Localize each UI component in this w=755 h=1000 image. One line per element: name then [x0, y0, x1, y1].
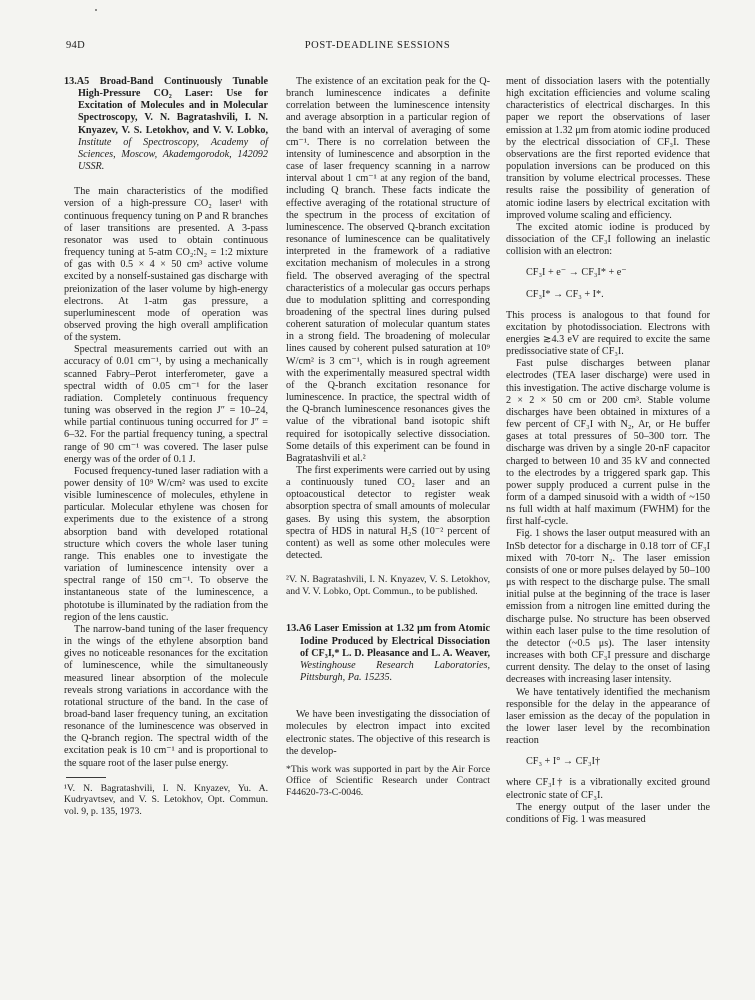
paragraph: The existence of an excitation peak for the Q-branch luminescence indicates a definite correlation between the luminescence intensity and average absorption in a particular region of the band with an interval of averaging of some cm⁻¹. There is no correlation between the intensity of luminescence and absorption in the case of laser frequency scanning in a narrow interval about 1 cm⁻¹ at any region of the band, including Q branch. These facts indicate the effective averaging of the rotational structure of the spectrum in the process of excitation of luminescence. The observed Q-branch excitation resonance of luminescence can be qualitatively interpreted in the framework of a radiative excitation mechanism of molecules in a strong field. The observed averaging of the spectral characteristics of a molecular gas occurs perhaps due to modulation splitting and corresponding broadening of the spectral lines during pulsed coherent saturation of molecular quantum states in a strong field. The broadening of molecular lines caused by coherent pulsed saturation at 10⁹ W/cm² is 3 cm⁻¹, which is in rough agreement with the experimentally measured spectral width of the Q-branch excitation resonance for luminescence. In practice, the spectral width of the Q-branch luminescence resonances gives the value of the vibrational band isotopic shift required for isotopically selective dissociation. Some details of this experiment can be found in Bagratashvili et al.²: [286, 76, 490, 464]
heading-13a6-authors: L. D. Pleasance and L. A. Weaver,: [342, 647, 490, 659]
spacer: [286, 697, 490, 709]
column-middle: [286, 76, 490, 799]
paragraph: We have been investigating the dissociation of molecules by electron impact into excited electronic states. The objective of this research is the develop-: [286, 709, 490, 757]
footnote-1: ¹V. N. Bagratashvili, I. N. Knyazev, Yu. A. Kudryavtsev, and V. S. Letokhov, Opt. Commun. vol. 9, p. 135, 1973.: [64, 782, 268, 817]
abstract-heading-13a5: [64, 76, 268, 173]
paragraph: The excited atomic iodine is produced by dissociation of the CF₃I following an inelastic collision with an electron:: [506, 221, 710, 258]
equation-dissociation-1: CF₃I + e⁻ → CF₃I* + e⁻: [526, 267, 627, 279]
heading-13a5-authors: V. N. Bagratashvili, I. N. Knyazev, V. S. Letokhov, and V. V. Lobko,: [78, 112, 268, 136]
paragraph: This process is analogous to that found for excitation by photodissociation. Electrons with energies ≳4.3 eV are required to excite the same predissociative state of CF₃I.: [506, 309, 710, 358]
footnote-star: *This work was supported in part by the Air Force Office of Scientific Research under Contract F44620-73-C-0046.: [286, 763, 490, 799]
heading-13a5-title: 13.A5 Broad-Band Continuously Tunable High-Pressure CO₂ Laser: Use for Excitation of Molecules and in Molecular Spectroscopy,: [64, 76, 268, 124]
heading-13a6-affiliation: Westinghouse Research Laboratories, Pittsburgh, Pa. 15235.: [300, 659, 490, 684]
abstract-heading-13a6: [286, 623, 490, 684]
paragraph: Fig. 1 shows the laser output measured with an InSb detector for a discharge in 0.18 torr of CF₃I mixed with 70-torr N₂. The laser emission consists of one or more pulses delayed by 50–100 μs with respect to the discharge pulse. The small initial pulse at the beginning of the trace is laser emission from a nitrogen line emitted during the discharge pulse. No structure has been observed within each laser pulse to the time resolution of the detector (~0.5 μs). The laser intensity increases with both CF₃I pressure and discharge current density. The delay to the onset of lasing decreases with increasing laser intensity.: [506, 528, 710, 686]
paragraph: The main characteristics of the modified version of a high-pressure CO₂ laser¹ with continuous frequency tuning on P and R branches of laser transitions are presented. A 3-pass resonator was used to obtain continuous frequency tuning at 5-atm CO₂:N₂ = 1:2 mixture of gas with 0.5 × 4 × 50 cm³ active volume excited by a nonself-sustained gas discharge with preionization of the laser volume by high-energy electrons. At 1-atm gas pressure, a superluminescent mode of operation was observed proving the high overall amplification of the system.: [64, 186, 268, 344]
paragraph: Fast pulse discharges between planar electrodes (TEA laser discharge) were used in this investigation. The active discharge volume is 2 × 2 × 50 cm or 200 cm³. Stable volume discharges have been obtained in mixtures of a few percent of CF₃I with N₂, Ar, or He buffer gases at total pressures of 50–300 torr. The discharge was driven by a single 20-nF capacitor charged to between 10 and 35 kV and connected to the electrodes by a triggered spark gap. This power supply produced a current pulse in the form of a damped sinusoid with a width of ~150 ns full width at half maximum (FWHM) for the first half-cycle.: [506, 358, 710, 528]
paragraph: The first experiments were carried out by using a continuously tuned CO₂ laser and an optoacoustical detector to register weak absorption spectra of small amounts of molecular gases. By using this system, the absorption spectra of HDS in natural H₂S (10⁻² percent of content) as well as some other molecules were detected.: [286, 465, 490, 562]
page-number: 94D: [66, 40, 85, 51]
paragraph: Focused frequency-tuned laser radiation with a power density of 10⁹ W/cm² was used to excite visible luminescence of molecules, ethylene in particular. Molecular ethylene was chosen for experiments due to the existence of a strong absorption band with developed rotational structure which covers the whole laser tuning range. This enables one to investigate the variation of luminescence intensity over a spectral range of 150 cm⁻¹. To observe the instantaneous state of the luminescence, a phototube is illuminated by the radiation from the region of the lens caustic.: [64, 465, 268, 623]
spacer: [286, 562, 490, 574]
paragraph: The energy output of the laser under the conditions of Fig. 1 was measured: [506, 801, 710, 825]
spacer: [286, 597, 490, 623]
column-left: [64, 76, 268, 818]
column-right: [506, 76, 710, 826]
paragraph: where CF₃I† is a vibrationally excited ground electronic state of CF₃I.: [506, 777, 710, 801]
paragraph: We have tentatively identified the mechanism responsible for the delay in the appearance of laser emission as the decay of the population in the lower laser level by the recombination reaction: [506, 686, 710, 747]
scan-artifact-dot: [95, 9, 97, 11]
paragraph: ment of dissociation lasers with the potentially high excitation efficiencies and volume scaling characteristics of electrical discharges. In this paper we report the observations of laser emission at 1.32 μm from atomic iodine produced by the electrical dissociation of CF₃I. These observations are the first reported evidence that population inversions can be produced on this transition by volume electrical processes. These results raise the possibility of generation of atomic iodine lasers by electrical excitation with improved volume scaling and efficiency.: [506, 76, 710, 221]
paragraph: Spectral measurements carried out with an accuracy of 0.01 cm⁻¹, by using a mechanically scanned Fabry–Perot interferometer, gave a spectral width of 0.05 cm⁻¹ for the laser radiation. Completely continuous frequency tuning was observed in the region J″ = 10–24, while partial continuous tuning occurred for J″ = 6–32. For the partial frequency tuning, a spectral range of 90 cm⁻¹ was covered. The laser pulse energy was of the order of 0.1 J.: [64, 344, 268, 465]
heading-13a5-affiliation: Institute of Spectroscopy, Academy of Sciences, Moscow, Akademgorodok, 142092 USSR.: [78, 136, 268, 173]
paragraph: The narrow-band tuning of the laser frequency in the wings of the ethylene absorption band gives no noticeable resonances for the excitation of luminescence, while the simultaneously measured linear absorption of the molecule reveals strong variations in accordance with the rotational structure of the band. In the case of broad-band laser frequency tuning, an excitation resonance of the luminescence was observed in the Q-branch region. The spectral width of the excitation peak is 10 cm⁻¹ and is proportional to the square root of the laser pulse energy.: [64, 623, 268, 769]
heading-13a6-title: 13.A6 Laser Emission at 1.32 μm from Atomic Iodine Produced by Electrical Dissociation of CF₃I,*: [286, 623, 490, 659]
footnote-2: ²V. N. Bagratashvili, I. N. Knyazev, V. S. Letokhov, and V. V. Lobko, Opt. Commun., to be published.: [286, 574, 490, 597]
equation-dissociation-2: CF₃I* → CF₃ + I*.: [526, 288, 604, 300]
equation-recombination: CF₃ + I° → CF₃I†: [526, 756, 601, 768]
footnote-rule: [66, 777, 106, 778]
running-header-title: POST-DEADLINE SESSIONS: [304, 40, 451, 51]
